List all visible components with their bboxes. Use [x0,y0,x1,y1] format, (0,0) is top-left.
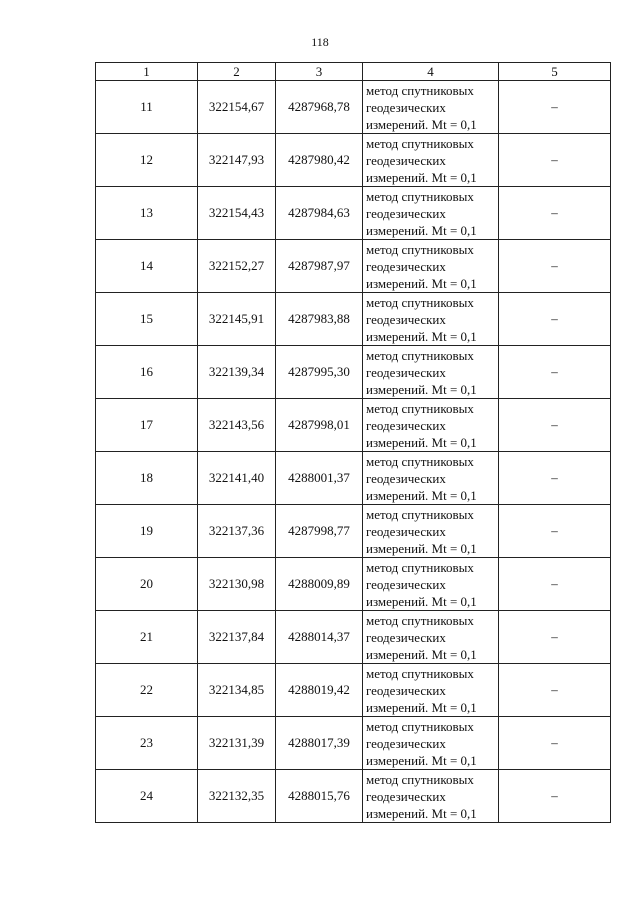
method-line: метод спутниковых [366,294,474,310]
point-number-cell: 19 [96,505,198,558]
x-coordinate-cell: 322137,36 [198,505,276,558]
table-row [96,134,611,187]
note-cell: – [499,293,611,346]
method-cell [363,717,499,770]
method-line: геодезических [366,258,446,274]
method-line: геодезических [366,576,446,592]
method-line: метод спутниковых [366,771,474,787]
method-cell [363,452,499,505]
point-number-cell: 22 [96,664,198,717]
method-line: геодезических [366,682,446,698]
method-line: измерений. Mt = 0,1 [366,434,477,450]
y-coordinate-cell: 4288019,42 [276,664,363,717]
method-line: метод спутниковых [366,400,474,416]
point-number-cell: 23 [96,717,198,770]
method-line: метод спутниковых [366,665,474,681]
method-line: измерений. Mt = 0,1 [366,487,477,503]
method-line: геодезических [366,417,446,433]
table-body [96,81,611,823]
method-line: измерений. Mt = 0,1 [366,752,477,768]
method-line: метод спутниковых [366,506,474,522]
y-coordinate-cell: 4287995,30 [276,346,363,399]
x-coordinate-cell: 322154,67 [198,81,276,134]
note-cell: – [499,558,611,611]
method-line: геодезических [366,788,446,804]
y-coordinate-cell: 4287983,88 [276,293,363,346]
method-line: геодезических [366,311,446,327]
method-cell [363,187,499,240]
y-coordinate-cell: 4288014,37 [276,611,363,664]
method-line: метод спутниковых [366,188,474,204]
note-cell: – [499,346,611,399]
method-cell [363,505,499,558]
method-cell [363,558,499,611]
table-row [96,558,611,611]
x-coordinate-cell: 322143,56 [198,399,276,452]
method-line: измерений. Mt = 0,1 [366,275,477,291]
method-line: измерений. Mt = 0,1 [366,646,477,662]
method-cell [363,664,499,717]
method-line: метод спутниковых [366,241,474,257]
point-number-cell: 14 [96,240,198,293]
y-coordinate-cell: 4288015,76 [276,770,363,823]
table-row [96,664,611,717]
table-row [96,399,611,452]
method-line: измерений. Mt = 0,1 [366,169,477,185]
method-line: измерений. Mt = 0,1 [366,328,477,344]
table-row [96,611,611,664]
note-cell: – [499,81,611,134]
table-row [96,770,611,823]
y-coordinate-cell: 4288001,37 [276,452,363,505]
table-header-row [96,63,611,81]
table-row [96,505,611,558]
page-number: 118 [311,35,329,49]
note-cell: – [499,611,611,664]
method-cell [363,399,499,452]
y-coordinate-cell: 4287987,97 [276,240,363,293]
y-coordinate-cell: 4287998,01 [276,399,363,452]
point-number-cell: 12 [96,134,198,187]
y-coordinate-cell: 4287984,63 [276,187,363,240]
note-cell: – [499,134,611,187]
note-cell: – [499,505,611,558]
method-cell [363,770,499,823]
column-header-4: 4 [363,63,499,81]
method-line: метод спутниковых [366,347,474,363]
point-number-cell: 11 [96,81,198,134]
method-line: геодезических [366,523,446,539]
column-header-2: 2 [198,63,276,81]
column-header-3: 3 [276,63,363,81]
note-cell: – [499,770,611,823]
point-number-cell: 20 [96,558,198,611]
method-cell [363,611,499,664]
method-cell [363,293,499,346]
y-coordinate-cell: 4287980,42 [276,134,363,187]
point-number-cell: 24 [96,770,198,823]
note-cell: – [499,187,611,240]
point-number-cell: 18 [96,452,198,505]
x-coordinate-cell: 322134,85 [198,664,276,717]
method-cell [363,346,499,399]
method-line: метод спутниковых [366,718,474,734]
method-cell [363,134,499,187]
method-cell [363,240,499,293]
x-coordinate-cell: 322131,39 [198,717,276,770]
x-coordinate-cell: 322139,34 [198,346,276,399]
method-line: геодезических [366,735,446,751]
method-line: метод спутниковых [366,82,474,98]
table-row [96,293,611,346]
method-line: измерений. Mt = 0,1 [366,540,477,556]
note-cell: – [499,399,611,452]
y-coordinate-cell: 4288017,39 [276,717,363,770]
x-coordinate-cell: 322132,35 [198,770,276,823]
x-coordinate-cell: 322152,27 [198,240,276,293]
table-row [96,187,611,240]
method-line: метод спутниковых [366,612,474,628]
y-coordinate-cell: 4288009,89 [276,558,363,611]
note-cell: – [499,664,611,717]
column-header-5: 5 [499,63,611,81]
table-row [96,452,611,505]
point-number-cell: 21 [96,611,198,664]
method-line: геодезических [366,364,446,380]
x-coordinate-cell: 322147,93 [198,134,276,187]
table-row [96,717,611,770]
method-line: геодезических [366,205,446,221]
x-coordinate-cell: 322137,84 [198,611,276,664]
method-line: метод спутниковых [366,135,474,151]
method-line: измерений. Mt = 0,1 [366,593,477,609]
coordinates-table [95,62,611,823]
method-line: геодезических [366,470,446,486]
method-line: измерений. Mt = 0,1 [366,222,477,238]
method-line: метод спутниковых [366,453,474,469]
x-coordinate-cell: 322145,91 [198,293,276,346]
point-number-cell: 15 [96,293,198,346]
method-line: измерений. Mt = 0,1 [366,699,477,715]
y-coordinate-cell: 4287998,77 [276,505,363,558]
x-coordinate-cell: 322141,40 [198,452,276,505]
table-row [96,346,611,399]
x-coordinate-cell: 322154,43 [198,187,276,240]
note-cell: – [499,240,611,293]
x-coordinate-cell: 322130,98 [198,558,276,611]
table-row [96,240,611,293]
column-header-1: 1 [96,63,198,81]
point-number-cell: 16 [96,346,198,399]
table-row [96,81,611,134]
method-line: геодезических [366,629,446,645]
method-line: измерений. Mt = 0,1 [366,381,477,397]
note-cell: – [499,717,611,770]
method-line: геодезических [366,99,446,115]
note-cell: – [499,452,611,505]
method-line: измерений. Mt = 0,1 [366,116,477,132]
method-line: измерений. Mt = 0,1 [366,805,477,821]
method-cell [363,81,499,134]
point-number-cell: 13 [96,187,198,240]
point-number-cell: 17 [96,399,198,452]
method-line: метод спутниковых [366,559,474,575]
y-coordinate-cell: 4287968,78 [276,81,363,134]
method-line: геодезических [366,152,446,168]
